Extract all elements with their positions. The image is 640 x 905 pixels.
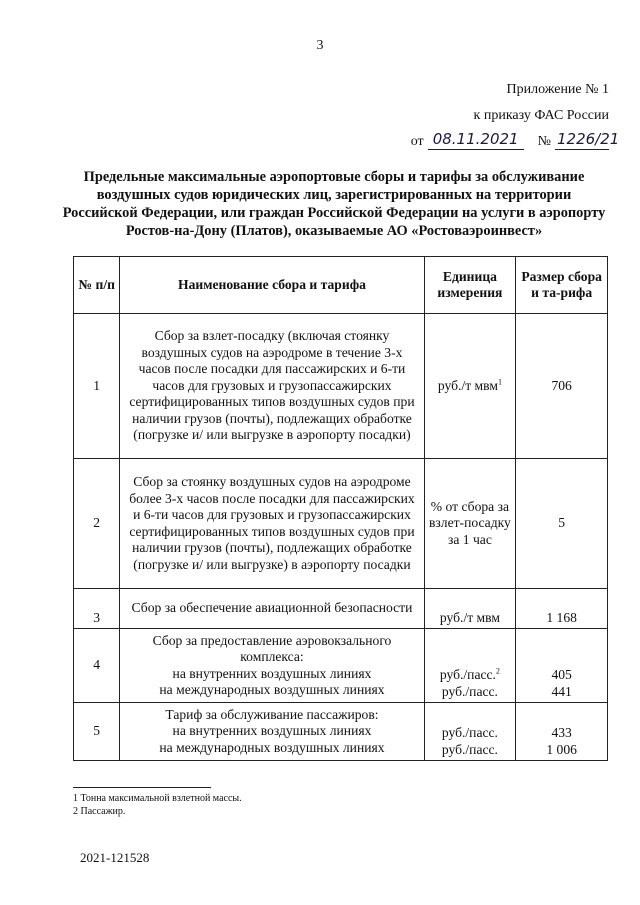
table-row	[74, 589, 608, 629]
row-num: 3	[74, 589, 120, 629]
date-prefix: от	[410, 134, 424, 149]
appendix-order-ref: к приказу ФАС России	[473, 108, 609, 123]
table-row	[74, 703, 608, 761]
row-value: 1 168	[516, 589, 608, 629]
row-num: 5	[74, 703, 120, 761]
footnote-ref: 1	[497, 377, 502, 387]
value-international: 1 006	[546, 741, 577, 757]
appendix-title: Приложение № 1	[506, 82, 609, 97]
value-domestic: 433	[551, 725, 572, 740]
header-num: № п/п	[74, 257, 120, 314]
row-num: 2	[74, 459, 120, 589]
value-international: 441	[551, 683, 572, 699]
row-name-domestic: на внутренних воздушных линиях	[172, 723, 372, 739]
row-name: Сбор за стоянку воздушных судов на аэродроме более 3-х часов после посадки для пассажирских и 6-ти часов для грузовых и грузопассажирских сертифицированных типов воздушных судов при наличии грузов (почты), подлежащих обработке (погрузке и/ или выгрузке) в аэропорту посадки	[120, 459, 424, 589]
row-unit: % от сбора за взлет-посадку за 1 час	[424, 459, 516, 589]
document-title: Предельные максимальные аэропортовые сборы и тарифы за обслуживание воздушных судов юридических лиц, зарегистрированных на территории Российской Федерации, или граждан Российской Федерации на услуги в аэропорту Ростов-на-Дону (Платов), оказываемые АО «Ростоваэроинвест»	[62, 169, 606, 239]
row-unit	[424, 314, 516, 459]
row-name-domestic: на внутренних воздушных линиях	[172, 665, 372, 681]
unit-domestic: руб./пасс.	[439, 667, 496, 682]
unit-text: руб./т мвм	[437, 377, 498, 393]
header-size: Размер сбора и та-рифа	[516, 257, 608, 314]
page-number: 3	[316, 38, 324, 53]
table-header-row	[74, 257, 608, 314]
row-unit	[424, 629, 516, 703]
unit-domestic: руб./пасс.	[441, 725, 498, 740]
table-row	[74, 629, 608, 703]
row-value	[516, 629, 608, 703]
order-date-number-line	[410, 130, 620, 150]
document-id: 2021-121528	[80, 850, 150, 865]
row-value: 706	[516, 314, 608, 459]
table-row	[74, 459, 608, 589]
table-row	[74, 314, 608, 459]
unit-international: руб./пасс.	[441, 741, 498, 757]
row-num: 4	[74, 629, 120, 703]
row-value	[516, 703, 608, 761]
footnote-ref: 2	[495, 666, 500, 676]
row-unit: руб./т мвм	[424, 589, 516, 629]
row-name-international: на международных воздушных линиях	[159, 739, 385, 755]
value-domestic: 405	[551, 667, 572, 682]
number-sign: №	[537, 134, 551, 149]
row-num: 1	[74, 314, 120, 459]
unit-international: руб./пасс.	[441, 683, 498, 699]
row-name: Сбор за обеспечение авиационной безопасности	[120, 589, 424, 629]
row-value: 5	[516, 459, 608, 589]
tariff-table	[73, 256, 608, 761]
footnote-divider	[73, 787, 211, 788]
footnote-2: 2 Пассажир.	[73, 806, 126, 817]
row-name	[120, 629, 424, 703]
footnote-1: 1 Тонна максимальной взлетной массы.	[73, 793, 242, 804]
row-unit	[424, 703, 516, 761]
header-name: Наименование сбора и тарифа	[120, 257, 424, 314]
row-name	[120, 703, 424, 761]
row-name-main: Тариф за обслуживание пассажиров:	[165, 706, 379, 722]
row-name-international: на международных воздушных линиях	[159, 682, 385, 697]
row-name-main: Сбор за предоставление аэровокзального комплекса:	[152, 632, 392, 664]
handwritten-date: 08.11.2021	[428, 130, 524, 150]
handwritten-order-number: 1226/21	[557, 130, 620, 148]
header-unit: Единица измерения	[424, 257, 516, 314]
row-name: Сбор за взлет-посадку (включая стоянку воздушных судов на аэродроме в течение 3-х часов после посадки для пассажирских и 6-ти часов для грузовых и грузопассажирских сертифицированных типов воздушных судов при наличии грузов (почты), подлежащих обработке (погрузке и/ или выгрузке в аэропорту посадки)	[120, 314, 424, 459]
